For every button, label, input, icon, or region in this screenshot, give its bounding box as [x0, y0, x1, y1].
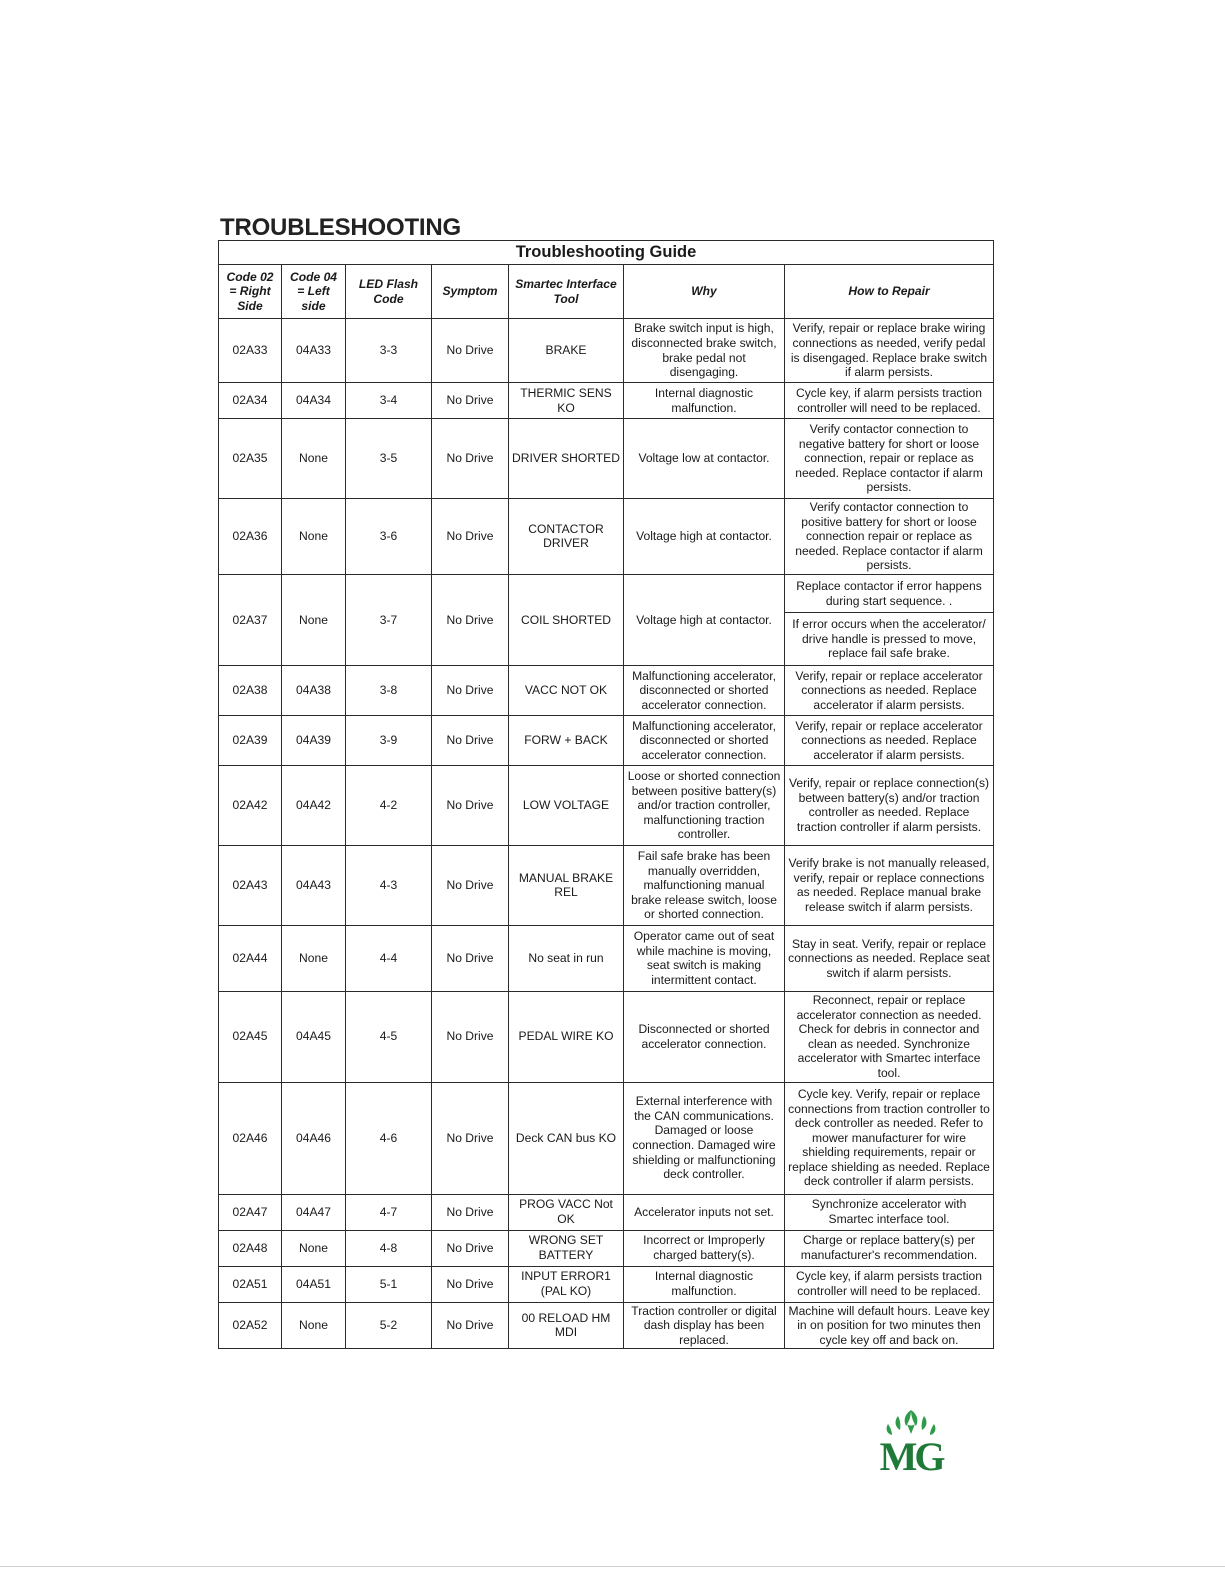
table-row — [219, 499, 994, 575]
repair-text: Verify brake is not manually released, verify, repair or replace connections as needed. Replace manual brake release switch if alarm persists. — [788, 856, 990, 915]
repair-text: Synchronize accelerator with Smartec interface tool. — [811, 1197, 967, 1226]
table-row — [219, 665, 994, 715]
cell-tool: CONTACTOR DRIVER — [509, 499, 624, 575]
cell-tool: WRONG SET BATTERY — [509, 1230, 624, 1266]
cell-led: 4-5 — [346, 991, 432, 1082]
repair-text: Cycle key, if alarm persists traction controller will need to be replaced. — [796, 1269, 982, 1298]
column-header: Smartec Interface Tool — [509, 265, 624, 319]
cell-led: 4-7 — [346, 1194, 432, 1230]
cell-symptom: No Drive — [432, 925, 509, 991]
cell-led: 3-7 — [346, 574, 432, 665]
cell-repair — [785, 1082, 994, 1194]
table-row — [219, 991, 994, 1082]
cell-why: Incorrect or Improperly charged battery(s). — [624, 1230, 785, 1266]
cell-repair — [785, 765, 994, 845]
cell-led: 4-2 — [346, 765, 432, 845]
cell-why: Fail safe brake has been manually overridden, malfunctioning manual brake release switch, loose or shorted connection. — [624, 845, 785, 925]
cell-why: Internal diagnostic malfunction. — [624, 1266, 785, 1302]
cell-repair — [785, 319, 994, 383]
repair-text: Stay in seat. Verify, repair or replace connections as needed. Replace seat switch if alarm persists. — [788, 936, 990, 980]
table-row — [219, 1230, 994, 1266]
cell-code04: 04A51 — [282, 1266, 346, 1302]
repair-text: Verify, repair or replace accelerator connections as needed. Replace accelerator if alarm persists. — [795, 668, 983, 712]
table-row — [219, 1302, 994, 1349]
cell-tool: BRAKE — [509, 319, 624, 383]
cell-symptom: No Drive — [432, 1266, 509, 1302]
table-row — [219, 715, 994, 765]
cell-led: 4-6 — [346, 1082, 432, 1194]
cell-code04: 04A39 — [282, 715, 346, 765]
cell-code02: 02A33 — [219, 319, 282, 383]
cell-symptom: No Drive — [432, 665, 509, 715]
cell-led: 4-8 — [346, 1230, 432, 1266]
cell-code02: 02A47 — [219, 1194, 282, 1230]
repair-text: Cycle key. Verify, repair or replace connections from traction controller to deck controller as needed. Refer to mower manufacturer for wire shielding requirements, repair or replace shielding as needed. Replace deck controller if alarm persists. — [788, 1086, 990, 1189]
cell-tool: PEDAL WIRE KO — [509, 991, 624, 1082]
cell-code04: 04A46 — [282, 1082, 346, 1194]
troubleshooting-table — [218, 240, 994, 1349]
repair-text: Cycle key, if alarm persists traction controller will need to be replaced. — [796, 385, 982, 415]
cell-code02: 02A51 — [219, 1266, 282, 1302]
cell-symptom: No Drive — [432, 1082, 509, 1194]
cell-led: 3-6 — [346, 499, 432, 575]
column-header: Code 02 = Right Side — [219, 265, 282, 319]
table-row — [219, 574, 994, 665]
repair-text: Verify, repair or replace connection(s) between battery(s) and/or traction controller as needed. Replace traction controller if alarm persists. — [788, 776, 990, 835]
cell-repair — [785, 991, 994, 1082]
cell-code04: None — [282, 925, 346, 991]
cell-symptom: No Drive — [432, 319, 509, 383]
cell-repair — [785, 1230, 994, 1266]
repair-text: Replace contactor if error happens during start sequence. . — [796, 578, 982, 608]
cell-code02: 02A44 — [219, 925, 282, 991]
cell-tool: COIL SHORTED — [509, 574, 624, 665]
company-logo — [872, 1408, 950, 1474]
cell-tool: INPUT ERROR1 (PAL KO) — [509, 1266, 624, 1302]
cell-symptom: No Drive — [432, 1194, 509, 1230]
cell-why: Disconnected or shorted accelerator connection. — [624, 991, 785, 1082]
cell-repair — [785, 419, 994, 499]
repair-text: Charge or replace battery(s) per manufacturer's recommendation. — [800, 1233, 978, 1262]
cell-code02: 02A36 — [219, 499, 282, 575]
cell-symptom: No Drive — [432, 991, 509, 1082]
cell-tool: MANUAL BRAKE REL — [509, 845, 624, 925]
cell-why: External interference with the CAN communications. Damaged or loose connection. Damaged wire shielding or malfunctioning deck controller. — [624, 1082, 785, 1194]
cell-code04: None — [282, 499, 346, 575]
cell-tool: 00 RELOAD HM MDI — [509, 1302, 624, 1349]
column-header: LED Flash Code — [346, 265, 432, 319]
cell-repair — [785, 715, 994, 765]
cell-code02: 02A52 — [219, 1302, 282, 1349]
cell-code02: 02A37 — [219, 574, 282, 665]
cell-led: 5-1 — [346, 1266, 432, 1302]
table-row — [219, 1194, 994, 1230]
cell-code02: 02A34 — [219, 383, 282, 419]
cell-code02: 02A43 — [219, 845, 282, 925]
cell-code04: 04A45 — [282, 991, 346, 1082]
cell-code04: 04A33 — [282, 319, 346, 383]
cell-repair — [785, 574, 994, 665]
page-title: TROUBLESHOOTING — [220, 214, 461, 241]
cell-code04: None — [282, 1230, 346, 1266]
cell-code04: 04A47 — [282, 1194, 346, 1230]
cell-why: Loose or shorted connection between positive battery(s) and/or traction controller, malfunctioning traction controller. — [624, 765, 785, 845]
cell-code02: 02A48 — [219, 1230, 282, 1266]
table-row — [219, 765, 994, 845]
cell-code02: 02A45 — [219, 991, 282, 1082]
cell-why: Malfunctioning accelerator, disconnected or shorted accelerator connection. — [624, 715, 785, 765]
cell-tool: No seat in run — [509, 925, 624, 991]
cell-code04: 04A42 — [282, 765, 346, 845]
cell-tool: DRIVER SHORTED — [509, 419, 624, 499]
table-body — [219, 319, 994, 1349]
cell-repair — [785, 665, 994, 715]
cell-code04: 04A38 — [282, 665, 346, 715]
cell-symptom: No Drive — [432, 383, 509, 419]
column-header: Code 04 = Left side — [282, 265, 346, 319]
cell-led: 4-4 — [346, 925, 432, 991]
table-row — [219, 319, 994, 383]
cell-symptom: No Drive — [432, 419, 509, 499]
cell-code02: 02A39 — [219, 715, 282, 765]
table-row — [219, 845, 994, 925]
cell-symptom: No Drive — [432, 715, 509, 765]
cell-symptom: No Drive — [432, 574, 509, 665]
cell-tool: VACC NOT OK — [509, 665, 624, 715]
repair-text: Machine will default hours. Leave key in on position for two minutes then cycle key off and back on. — [788, 1303, 990, 1347]
cell-led: 3-4 — [346, 383, 432, 419]
cell-why: Brake switch input is high, disconnected brake switch, brake pedal not disengaging. — [624, 319, 785, 383]
cell-symptom: No Drive — [432, 1230, 509, 1266]
cell-tool: LOW VOLTAGE — [509, 765, 624, 845]
repair-text: Verify contactor connection to negative battery for short or loose connection, repair or replace as needed. Replace contactor if alarm persists. — [795, 422, 983, 495]
column-header: Why — [624, 265, 785, 319]
cell-why: Voltage low at contactor. — [624, 419, 785, 499]
cell-tool: PROG VACC Not OK — [509, 1194, 624, 1230]
table-title: Troubleshooting Guide — [219, 241, 994, 265]
cell-tool: Deck CAN bus KO — [509, 1082, 624, 1194]
repair-text: Reconnect, repair or replace accelerator connection as needed. Check for debris in connector and clean as needed. Synchronize accelerator with Smartec interface tool. — [796, 992, 982, 1080]
cell-repair — [785, 499, 994, 575]
cell-tool: FORW + BACK — [509, 715, 624, 765]
cell-led: 5-2 — [346, 1302, 432, 1349]
cell-symptom: No Drive — [432, 765, 509, 845]
cell-code02: 02A35 — [219, 419, 282, 499]
cell-code04: 04A43 — [282, 845, 346, 925]
repair-text: If error occurs when the accelerator/ drive handle is pressed to move, replace fail safe brake. — [785, 612, 993, 665]
cell-symptom: No Drive — [432, 499, 509, 575]
cell-symptom: No Drive — [432, 845, 509, 925]
cell-led: 3-3 — [346, 319, 432, 383]
cell-led: 4-3 — [346, 845, 432, 925]
cell-why: Internal diagnostic malfunction. — [624, 383, 785, 419]
repair-text: Verify contactor connection to positive battery for short or loose connection repair or replace as needed. Replace contactor if alarm persists. — [795, 500, 983, 573]
table-row — [219, 1266, 994, 1302]
cell-repair — [785, 925, 994, 991]
cell-repair — [785, 1194, 994, 1230]
cell-why: Voltage high at contactor. — [624, 499, 785, 575]
page-bottom-rule — [0, 1566, 1225, 1567]
cell-why: Voltage high at contactor. — [624, 574, 785, 665]
cell-code02: 02A42 — [219, 765, 282, 845]
logo-text: MG — [879, 1434, 943, 1474]
cell-code02: 02A38 — [219, 665, 282, 715]
cell-symptom: No Drive — [432, 1302, 509, 1349]
cell-code04: None — [282, 419, 346, 499]
cell-led: 3-9 — [346, 715, 432, 765]
cell-repair — [785, 383, 994, 419]
repair-text: Verify, repair or replace brake wiring connections as needed, verify pedal is disengaged. Replace brake switch if alarm persists. — [790, 321, 988, 380]
cell-code02: 02A46 — [219, 1082, 282, 1194]
cell-led: 3-8 — [346, 665, 432, 715]
table-row — [219, 1082, 994, 1194]
table-row — [219, 925, 994, 991]
cell-repair — [785, 1302, 994, 1349]
leaf-icon — [887, 1410, 936, 1435]
cell-why: Traction controller or digital dash display has been replaced. — [624, 1302, 785, 1349]
cell-code04: None — [282, 574, 346, 665]
column-header: How to Repair — [785, 265, 994, 319]
table-row — [219, 419, 994, 499]
cell-why: Malfunctioning accelerator, disconnected or shorted accelerator connection. — [624, 665, 785, 715]
cell-tool: THERMIC SENS KO — [509, 383, 624, 419]
table-header-row — [219, 265, 994, 319]
cell-repair — [785, 845, 994, 925]
column-header: Symptom — [432, 265, 509, 319]
repair-text: Verify, repair or replace accelerator connections as needed. Replace accelerator if alarm persists. — [795, 718, 983, 762]
cell-code04: 04A34 — [282, 383, 346, 419]
cell-repair — [785, 1266, 994, 1302]
cell-led: 3-5 — [346, 419, 432, 499]
table-row — [219, 383, 994, 419]
cell-why: Operator came out of seat while machine is moving, seat switch is making intermittent contact. — [624, 925, 785, 991]
cell-why: Accelerator inputs not set. — [624, 1194, 785, 1230]
cell-code04: None — [282, 1302, 346, 1349]
